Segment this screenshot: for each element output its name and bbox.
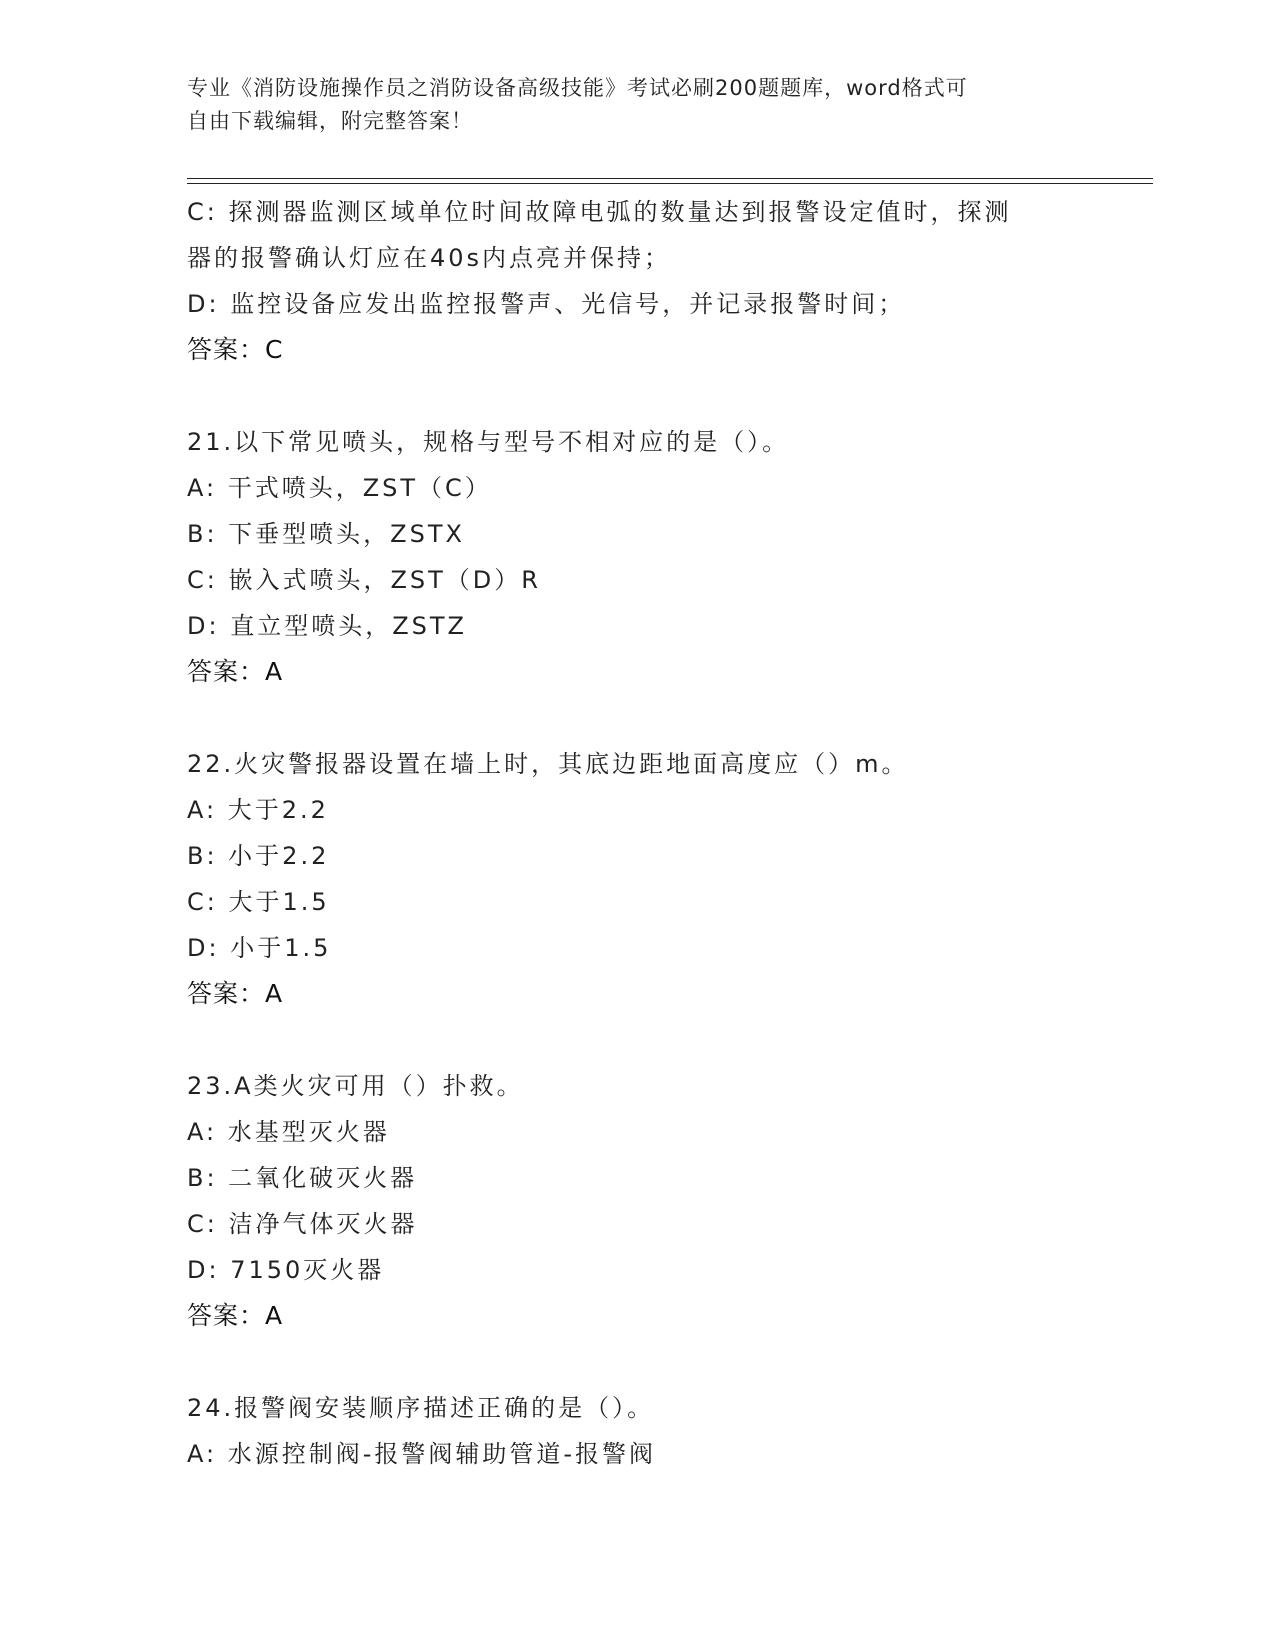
header-line-2: 自由下载编辑，附完整答案！	[187, 109, 473, 133]
answer: 答案：C	[187, 335, 284, 364]
question-22	[187, 741, 1087, 1017]
question-21	[187, 419, 1087, 695]
answer: 答案：A	[187, 979, 284, 1008]
spacer	[187, 1017, 1087, 1063]
spacer	[187, 695, 1087, 741]
option-d: D: 7150灭火器	[187, 1256, 385, 1284]
option-a: A: 水源控制阀-报警阀辅助管道-报警阀	[187, 1440, 657, 1468]
question-stem: 23.A类火灾可用（）扑救。	[187, 1072, 524, 1100]
answer: 答案：A	[187, 657, 284, 686]
option-d: D: 监控设备应发出监控报警声、光信号，并记录报警时间；	[187, 290, 906, 318]
option-a: A: 水基型灭火器	[187, 1118, 390, 1146]
document-header	[187, 72, 1087, 138]
question-stem: 22.火灾警报器设置在墙上时，其底边距地面高度应（）m。	[187, 750, 909, 778]
spacer	[187, 373, 1087, 419]
header-rule-top	[187, 178, 1153, 179]
question-stem: 21.以下常见喷头，规格与型号不相对应的是（）。	[187, 428, 790, 456]
option-c-line-2: 器的报警确认灯应在40s内点亮并保持；	[187, 244, 672, 272]
option-c: C: 大于1.5	[187, 888, 330, 916]
option-a: A: 大于2.2	[187, 796, 329, 824]
option-b: B: 二氧化破灭火器	[187, 1164, 418, 1192]
option-a: A: 干式喷头，ZST（C）	[187, 474, 492, 502]
question-stem: 24.报警阀安装顺序描述正确的是（）。	[187, 1394, 655, 1422]
document-body	[187, 189, 1087, 1477]
option-b: B: 小于2.2	[187, 842, 330, 870]
option-d: D: 小于1.5	[187, 934, 332, 962]
option-c: C: 洁净气体灭火器	[187, 1210, 418, 1238]
option-c: C: 嵌入式喷头，ZST（D）R	[187, 566, 541, 594]
question-24	[187, 1385, 1087, 1477]
answer: 答案：A	[187, 1301, 284, 1330]
continuation-block	[187, 189, 1087, 373]
header-rule-bottom	[187, 183, 1153, 184]
option-d: D: 直立型喷头，ZSTZ	[187, 612, 467, 640]
option-c-line-1: C: 探测器监测区域单位时间故障电弧的数量达到报警设定值时，探测	[187, 198, 1012, 226]
option-b: B: 下垂型喷头，ZSTX	[187, 520, 465, 548]
question-23	[187, 1063, 1087, 1339]
spacer	[187, 1339, 1087, 1385]
header-line-1: 专业《消防设施操作员之消防设备高级技能》考试必刷200题题库，word格式可	[187, 76, 968, 100]
